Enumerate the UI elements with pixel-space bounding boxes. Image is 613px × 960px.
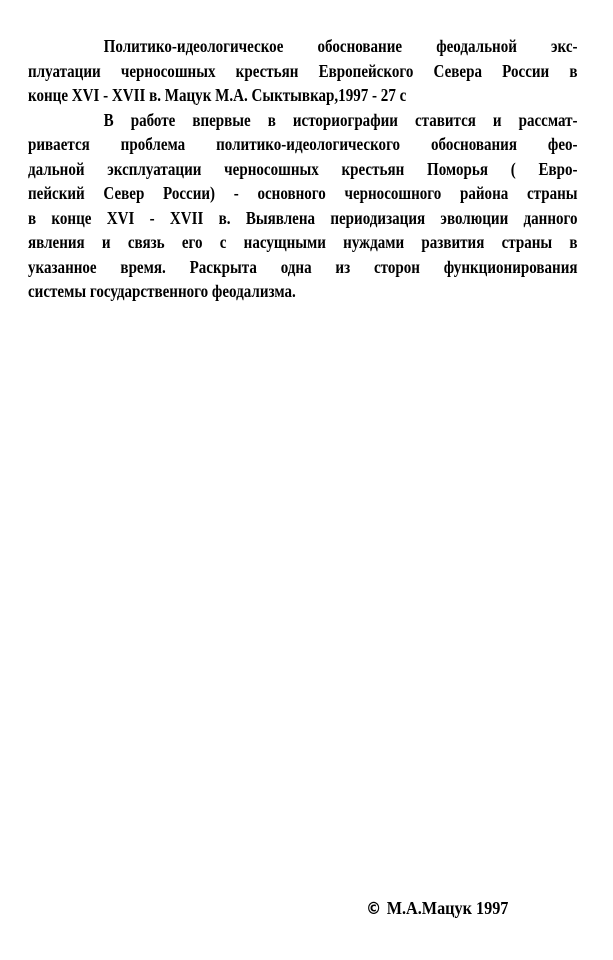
- citation-line: плуатации черносошных крестьян Европейского Севера России в: [28, 60, 578, 81]
- abstract-line: явления и связь его с насущными нуждами развития страны в: [28, 232, 578, 252]
- abstract-line: пейский Север России) - основного черносошного района страны: [28, 183, 578, 203]
- copyright-text: М.А.Мацук 1997: [386, 898, 509, 918]
- citation-paragraph: [28, 34, 578, 108]
- abstract-line: системы государственного феодализма.: [28, 281, 296, 301]
- citation-line: Политико-идеологическое обоснование феодальной экс-: [103, 36, 578, 56]
- citation-line: конце XVI - XVII в. Мацук М.А. Сыктывкар,1997 - 27 с: [28, 85, 407, 105]
- copyright-icon: ©: [366, 899, 382, 919]
- abstract-paragraph: [28, 108, 578, 304]
- abstract-line: В работе впервые в историографии ставится и рассмат-: [103, 109, 578, 130]
- abstract-line: ривается проблема политико-идеологического обоснования фео-: [28, 134, 578, 154]
- abstract-line: в конце XVI - XVII в. Выявлена периодизация эволюции данного: [28, 207, 578, 228]
- abstract-text: [28, 34, 578, 304]
- copyright-notice: [366, 898, 508, 919]
- abstract-line: указанное время. Раскрыта одна из сторон функционирования: [28, 256, 578, 277]
- abstract-line: дальной эксплуатации черносошных крестьян Поморья ( Евро-: [28, 158, 578, 179]
